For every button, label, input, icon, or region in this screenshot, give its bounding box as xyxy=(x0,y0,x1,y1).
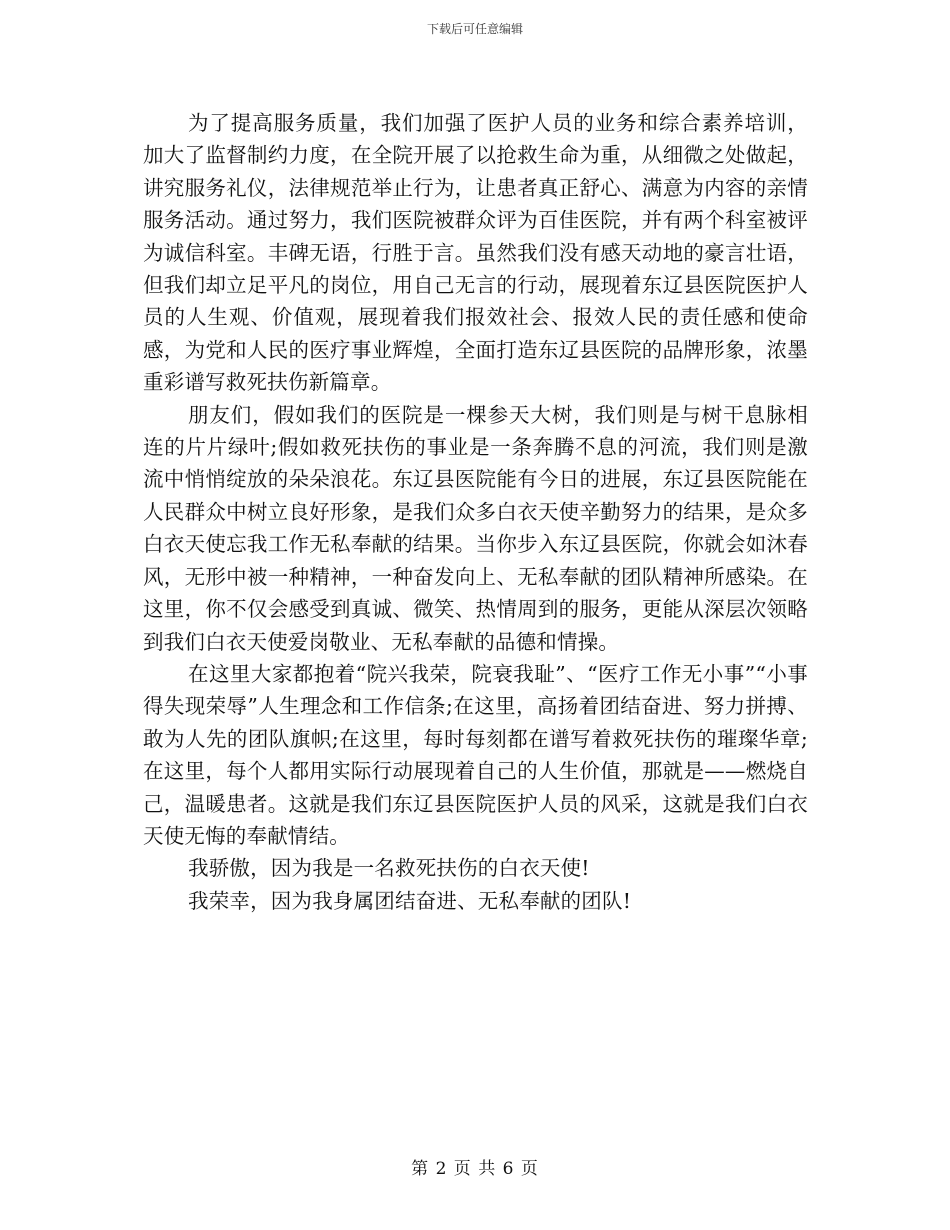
document-body xyxy=(143,107,808,917)
page-number-footer: 第 2 页 共 6 页 xyxy=(411,1159,539,1179)
paragraph-friends: 朋友们，假如我们的医院是一棵参天大树，我们则是与树干息脉相连的片片绿叶;假如救死扶伤的事业是一条奔腾不息的河流，我们则是激流中悄悄绽放的朵朵浪花。东辽县医院能有今日的进展，东辽县医院能在人民群众中树立良好形象，是我们众多白衣天使辛勤努力的结果，是众多白衣天使忘我工作无私奉献的结果。当你步入东辽县医院，你就会如沐春风，无形中被一种精神，一种奋发向上、无私奉献的团队精神所感染。在这里，你不仅会感受到真诚、微笑、热情周到的服务，更能从深层次领略到我们白衣天使爱岗敬业、无私奉献的品德和情操。 xyxy=(143,402,808,654)
paragraph-here: 在这里大家都抱着“院兴我荣，院衰我耻”、“医疗工作无小事”“小事得失现荣辱”人生理念和工作信条;在这里，高扬着团结奋进、努力拼搏、敢为人先的团队旗帜;在这里，每时每刻都在谱写着救死扶伤的璀璨华章;在这里，每个人都用实际行动展现着自己的人生价值，那就是——燃烧自己，温暖患者。这就是我们东辽县医院医护人员的风采，这就是我们白衣天使无悔的奉献情结。 xyxy=(143,661,808,848)
paragraph-service-quality: 为了提高服务质量，我们加强了医护人员的业务和综合素养培训，加大了监督制约力度，在全院开展了以抢救生命为重，从细微之处做起，讲究服务礼仪，法律规范举止行为，让患者真正舒心、满意为内容的亲情服务活动。通过努力，我们医院被群众评为百佳医院，并有两个科室被评为诚信科室。丰碑无语，行胜于言。虽然我们没有感天动地的豪言壮语，但我们却立足平凡的岗位，用自己无言的行动，展现着东辽县医院医护人员的人生观、价值观，展现着我们报效社会、报效人民的责任感和使命感，为党和人民的医疗事业辉煌，全面打造东辽县医院的品牌形象，浓墨重彩谱写救死扶伤新篇章。 xyxy=(143,111,808,395)
page-header: 下载后可任意编辑 xyxy=(426,22,523,36)
paragraph-proud: 我骄傲，因为我是一名救死扶伤的白衣天使! xyxy=(188,856,590,881)
paragraph-honored: 我荣幸，因为我身属团结奋进、无私奉献的团队! xyxy=(188,888,632,913)
